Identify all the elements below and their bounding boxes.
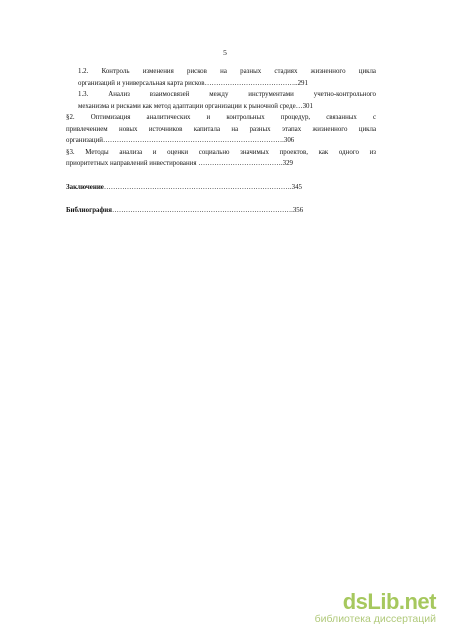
toc-entry-section-2[interactable] bbox=[66, 112, 376, 147]
spacer bbox=[66, 170, 376, 182]
toc-entry-section-3-line-1: §3. Методы анализа и оценки социально значимых проектов, как одного из bbox=[66, 148, 376, 156]
toc-entry-1-3[interactable] bbox=[66, 89, 376, 112]
bibliography-label: Библиография bbox=[66, 207, 112, 214]
dslib-logo: dsLib.net bbox=[342, 589, 436, 614]
conclusion-leader: ……………………………………………………………………….345 bbox=[103, 183, 302, 191]
toc-entry-section-2-line-3: организаций…………………………………………………………………….306 bbox=[66, 137, 295, 144]
toc-entry-1-3-line-1: 1.3. Анализ взаимосвязей между инструментами учетно-контрольного bbox=[78, 91, 376, 98]
toc-entry-conclusion[interactable] bbox=[66, 182, 376, 194]
toc-entry-1-2-line-1: 1.2. Контроль изменения рисков на разных стадиях жизненного цикла bbox=[78, 68, 376, 75]
dslib-subtitle: библиотека диссертаций bbox=[314, 613, 436, 625]
toc-entry-section-2-line-1: §2. Оптимизация аналитических и контрольных процедур, связанных с bbox=[66, 114, 376, 121]
conclusion-label: Заключение bbox=[66, 183, 104, 191]
toc-entry-section-2-line-2: привлечением новых источников капитала на разных этапах жизненного цикла bbox=[66, 125, 376, 133]
page-number: 5 bbox=[223, 48, 227, 57]
toc-entry-bibliography[interactable] bbox=[66, 205, 376, 217]
toc-entry-1-2[interactable] bbox=[66, 66, 376, 89]
toc-entry-bibliography-line bbox=[66, 205, 376, 217]
toc-entry-section-3-line-2: приоритетных направлений инвестирования ……………………………….329 bbox=[66, 160, 293, 167]
toc-entry-1-3-line-2: механизма и рисками как метод адаптации организации к рыночной среде…301 bbox=[78, 102, 313, 110]
bibliography-leader: …………………………………………………………………….356 bbox=[111, 207, 304, 214]
dslib-watermark bbox=[296, 591, 436, 625]
spacer bbox=[66, 193, 376, 205]
table-of-contents bbox=[66, 66, 376, 217]
toc-entry-section-3[interactable] bbox=[66, 147, 376, 170]
toc-entry-conclusion-line bbox=[66, 182, 376, 194]
toc-entry-1-2-line-2: организаций и универсальная карта рисков…………………………………..291 bbox=[78, 79, 308, 87]
